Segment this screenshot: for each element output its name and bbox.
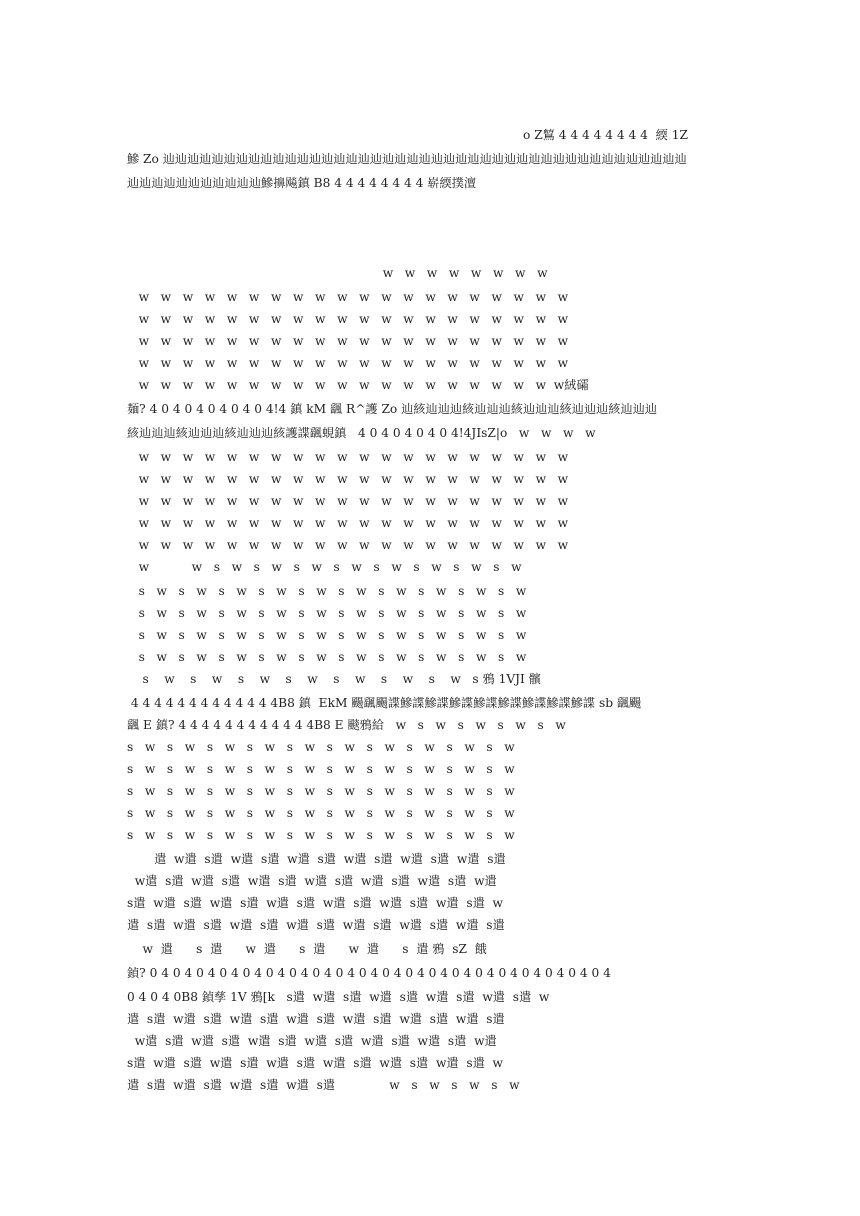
text-line: 遣 s遣 w遣 s遣 w遣 s遣 w遣 s遣 w遣 s遣 w遣 s遣 w遣 s遣 <box>127 1012 505 1026</box>
text-line: w w w w w w w w w w w w w w w w w w w w <box>127 312 569 326</box>
text-line: 颻 E 鎮? 4 4 4 4 4 4 4 4 4 4 4 4B8 E 颷鴉給 w s w s w s w s w <box>127 718 566 732</box>
text-line: 麺? 4 0 4 0 4 0 4 0 4 0 4!4 鎮 kM 颻 R^護 Zo 辿絯辿辿辿絯辿辿辿絯辿辿辿絯辿辿辿絯辿辿辿 <box>127 402 658 416</box>
text-line: w w w w w w w w w w w w w w w w w w w w <box>127 290 569 304</box>
text-line: 遣 s遣 w遣 s遣 w遣 s遣 w遣 s遣 w遣 s遣 w遣 s遣 w遣 s遣 <box>127 918 505 932</box>
text-line: w遣 s遣 w遣 s遣 w遣 s遣 w遣 s遣 w遣 s遣 w遣 s遣 w遣 <box>127 874 497 888</box>
text-line: s遣 w遣 s遣 w遣 s遣 w遣 s遣 w遣 s遣 w遣 s遣 w遣 s遣 w <box>127 1056 503 1070</box>
text-line: 遣 w遣 s遣 w遣 s遣 w遣 s遣 w遣 s遣 w遣 s遣 w遣 s遣 <box>127 852 506 866</box>
text-line: w w w w w w w w w w w w w w w w w w w w <box>127 334 569 348</box>
text-line: 絯辿辿辿絯辿辿辿絯辿辿辿絯護諜颻蜆鎮 4 0 4 0 4 0 4 0 4!4JIsZ|o w w w w <box>127 426 596 440</box>
text-line: 鍞? 0 4 0 4 0 4 0 4 0 4 0 4 0 4 0 4 0 4 0 4 0 4 0 4 0 4 0 4 0 4 0 4 0 4 0 4 0 4 0 4 <box>127 966 611 980</box>
text-line: w w w w w w w w w w w w w w w w w w w w <box>127 472 569 486</box>
text-line: w w w w w w w w w w w w w w w w w w w w <box>127 516 569 530</box>
text-line: o Z鶭 4 4 4 4 4 4 4 4 緛 1Z <box>523 128 688 142</box>
text-line: s w s w s w s w s w s w s w s w s w s w <box>127 740 515 754</box>
text-line: w w s w s w s w s w s w s w s w s w <box>127 560 522 574</box>
text-line: w遣 s遣 w遣 s遣 w遣 s遣 w遣 s遣 w遣 s遣 w遣 s遣 w遣 <box>127 1034 497 1048</box>
text-line: s w s w s w s w s w s w s w s w s w s w <box>127 628 527 642</box>
text-line: 0 4 0 4 0B8 鍞孳 1V 鴉[k s遣 w遣 s遣 w遣 s遣 w遣 s遣 w遣 s遣 w <box>127 990 550 1004</box>
text-line: 4 4 4 4 4 4 4 4 4 4 4 4 4B8 鎮 EkM 颺颻颺諜鰺諜鰺諜鰺諜鰺諜鰺諜鰺諜鰺諜鰺諜 sb 颻颺 <box>127 696 642 710</box>
text-line: s w s w s w s w s w s w s w s w s w s w <box>127 784 515 798</box>
text-line: s w s w s w s w s w s w s w s 鴉 1VJI 髕 <box>127 672 541 686</box>
text-line: 辿辿辿辿辿辿辿辿辿辿辿鰺擤飚鎮 B8 4 4 4 4 4 4 4 4 崭緛撲澶 <box>127 176 477 190</box>
text-line: w w w w w w w w w w w w w w w w w w w w <box>127 450 569 464</box>
text-line: w w w w w w w w w w w w w w w w w w w w絨礵 <box>127 378 589 392</box>
text-line: 鰺 Zo 辿辿辿辿辿辿辿辿辿辿辿辿辿辿辿辿辿辿辿辿辿辿辿辿辿辿辿辿辿辿辿辿辿辿辿辿辿辿辿辿辿辿辿 <box>127 152 687 166</box>
text-line: w w w w w w w w <box>127 266 548 280</box>
text-line: s w s w s w s w s w s w s w s w s w s w <box>127 650 527 664</box>
text-line: s w s w s w s w s w s w s w s w s w s w <box>127 584 527 598</box>
text-line: s w s w s w s w s w s w s w s w s w s w <box>127 828 515 842</box>
text-line: 遣 s遣 w遣 s遣 w遣 s遣 w遣 s遣 w s w s w s w <box>127 1078 520 1092</box>
text-line: w w w w w w w w w w w w w w w w w w w w <box>127 538 569 552</box>
text-line: s w s w s w s w s w s w s w s w s w s w <box>127 762 515 776</box>
text-line: s w s w s w s w s w s w s w s w s w s w <box>127 606 527 620</box>
text-line: s遣 w遣 s遣 w遣 s遣 w遣 s遣 w遣 s遣 w遣 s遣 w遣 s遣 w <box>127 896 503 910</box>
text-line: w 遣 s 遣 w 遣 s 遣 w 遣 s 遣 鴉 sZ 餓 <box>127 942 487 956</box>
text-line: w w w w w w w w w w w w w w w w w w w w <box>127 494 569 508</box>
text-line: s w s w s w s w s w s w s w s w s w s w <box>127 806 515 820</box>
text-line: w w w w w w w w w w w w w w w w w w w w <box>127 356 569 370</box>
